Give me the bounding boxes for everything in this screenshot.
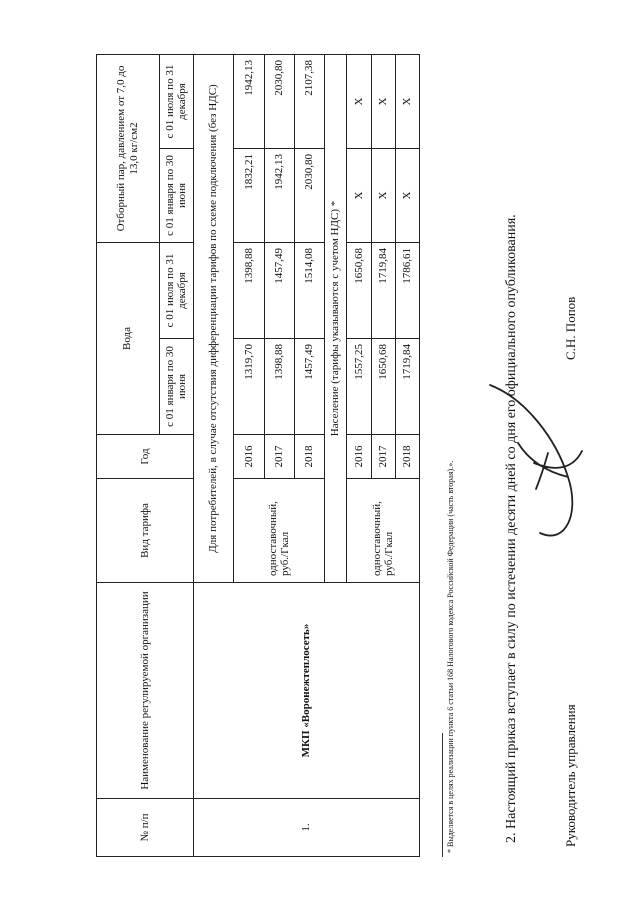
header-steam-h2: с 01 июля по 31 декабря <box>159 55 193 149</box>
value-cell: 1398,88 <box>234 243 264 339</box>
footnote-divider <box>442 733 443 857</box>
header-tariff-type: Вид тарифа <box>97 479 194 583</box>
year-cell: 2018 <box>294 435 324 479</box>
header-row-1 <box>97 55 160 857</box>
effective-date-clause: 2. Настоящий приказ вступает в силу по истечении десяти дней со дня его официального опубликования. <box>504 214 519 843</box>
footnote: * Выделяется в целях реализации пункта 6 статьи 168 Налогового кодекса Российской Федерации (часть вторая).». <box>446 460 455 853</box>
value-cell: 1786,61 <box>395 243 419 339</box>
value-cell: 1650,68 <box>347 243 371 339</box>
value-cell: 1942,13 <box>264 149 294 243</box>
tariff-type-cell: одноставочный, руб./Гкал <box>234 479 325 583</box>
value-cell: X <box>371 55 395 149</box>
value-cell: X <box>347 55 371 149</box>
header-water: Вода <box>97 243 160 435</box>
value-cell: 1832,21 <box>234 149 264 243</box>
signatory-role: Руководитель управления <box>563 704 578 847</box>
value-cell: 1650,68 <box>371 339 395 435</box>
header-org: Наименование регулируемой организации <box>97 583 194 799</box>
header-steam-h1: с 01 января по 30 июня <box>159 149 193 243</box>
year-cell: 2018 <box>395 435 419 479</box>
signatory-name: С.Н. Попов <box>563 296 578 360</box>
year-cell: 2017 <box>371 435 395 479</box>
section-1-title: Для потребителей, в случае отсутствия дифференциации тарифов по схеме подключения (без НДС) <box>193 55 233 583</box>
header-steam: Отборный пар, давлением от 7,0 до 13,0 кг/см2 <box>97 55 160 243</box>
value-cell: 1557,25 <box>347 339 371 435</box>
year-cell: 2016 <box>234 435 264 479</box>
section-2-title: Население (тарифы указываются с учетом НДС) * <box>325 55 347 583</box>
header-water-h1: с 01 января по 30 июня <box>159 339 193 435</box>
header-num: № п/п <box>97 799 194 857</box>
value-cell: 1398,88 <box>264 339 294 435</box>
value-cell: 2030,80 <box>294 149 324 243</box>
section-1-row <box>193 55 233 857</box>
header-water-h2: с 01 июля по 31 декабря <box>159 243 193 339</box>
handwritten-signature <box>474 375 592 575</box>
tariff-type-cell: одноставочный, руб./Гкал <box>347 479 420 583</box>
value-cell: X <box>371 149 395 243</box>
value-cell: 1457,49 <box>294 339 324 435</box>
year-cell: 2017 <box>264 435 294 479</box>
header-year: Год <box>97 435 194 479</box>
value-cell: X <box>395 149 419 243</box>
tariff-table <box>96 54 420 857</box>
value-cell: 1942,13 <box>234 55 264 149</box>
year-cell: 2016 <box>347 435 371 479</box>
organization-name: МКП «Воронежтеплосеть» <box>193 583 419 799</box>
value-cell: 1719,84 <box>395 339 419 435</box>
row-number: 1. <box>193 799 419 857</box>
value-cell: X <box>395 55 419 149</box>
value-cell: 2107,38 <box>294 55 324 149</box>
value-cell: 1457,49 <box>264 243 294 339</box>
value-cell: 1514,08 <box>294 243 324 339</box>
value-cell: X <box>347 149 371 243</box>
value-cell: 1719,84 <box>371 243 395 339</box>
value-cell: 2030,80 <box>264 55 294 149</box>
value-cell: 1319,70 <box>234 339 264 435</box>
